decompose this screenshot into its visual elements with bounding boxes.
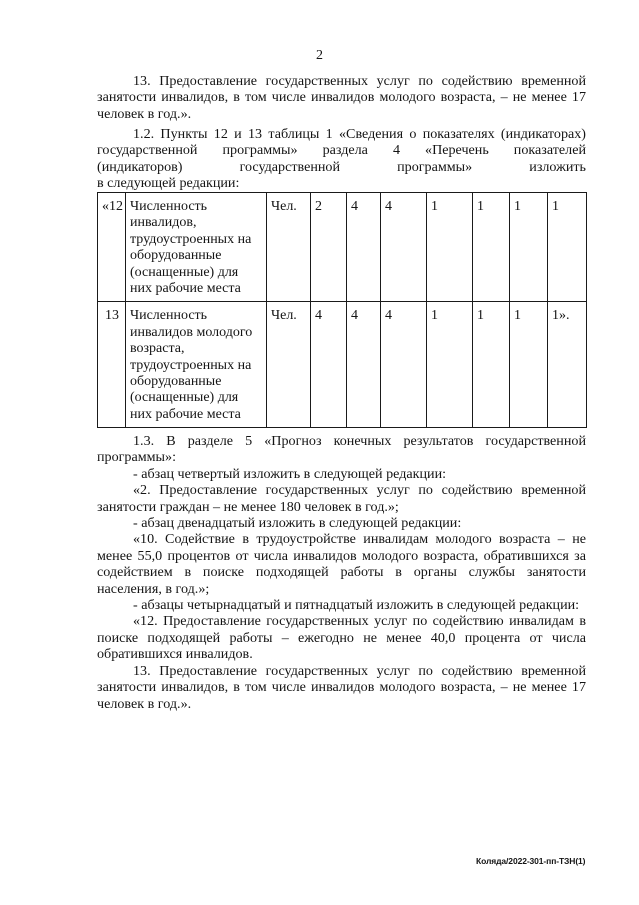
amendment-1-2-line-2: государственной программы» раздела 4 «Перечень показателей [97, 142, 586, 159]
value-cell: 4 [347, 193, 381, 302]
value-cell: 1 [473, 193, 510, 302]
amendment-1-2-line-4: в следующей редакции: [97, 175, 240, 192]
value-cell: 1 [427, 302, 473, 428]
indicators-table [97, 192, 587, 428]
value-cell: 1 [548, 193, 587, 302]
item-15-text: 13. Предоставление государственных услуг по содействию временной занятости инвалидов, в том числе инвалидов молодого возраста, – не менее 17 человек в год.». [97, 662, 586, 712]
value-cell: 4 [311, 302, 347, 428]
indicator-name-cell: Численность инвалидов, трудоустроенных на оборудованные (оснащенные) для них рабочие места [126, 193, 267, 302]
item-14-text: «12. Предоставление государственных услуг по содействию инвалидам в поиске подходящей работы – ежегодно не менее 40,0 процента от числа обратившихся инвалидов. [97, 613, 586, 663]
amendment-1-2-block [97, 126, 586, 192]
row-number-cell: «12 [98, 193, 126, 302]
unit-cell: Чел. [267, 193, 311, 302]
value-cell: 1 [510, 302, 548, 428]
amendment-1-3-text: 1.3. В разделе 5 «Прогноз конечных результатов государственной программы»: [97, 433, 586, 466]
value-cell: 2 [311, 193, 347, 302]
intro-paragraph: 13. Предоставление государственных услуг по содействию временной занятости инвалидов, в том числе инвалидов молодого возраста, – не менее 17 человек в год.». [97, 73, 586, 122]
value-cell: 4 [381, 302, 427, 428]
value-cell: 4 [381, 193, 427, 302]
amendment-1-2-line-1: 1.2. Пункты 12 и 13 таблицы 1 «Сведения о показателях (индикаторах) [133, 126, 586, 142]
unit-cell: Чел. [267, 302, 311, 428]
table-row [98, 193, 587, 302]
value-cell: 1». [548, 302, 587, 428]
indicator-name-cell: Численность инвалидов молодого возраста, трудоустроенных на оборудованные (оснащенные) для них рабочие места [126, 302, 267, 428]
intro-paragraph-block [97, 73, 586, 122]
value-cell: 1 [510, 193, 548, 302]
item-4-text: «2. Предоставление государственных услуг по содействию временной занятости граждан – не менее 180 человек в год.»; [97, 482, 586, 515]
item-14-intro: - абзацы четырнадцатый и пятнадцатый изложить в следующей редакции: [133, 597, 580, 614]
value-cell: 1 [427, 193, 473, 302]
row-number-cell: 13 [98, 302, 126, 428]
indicators-table-wrap [97, 192, 586, 428]
table-row [98, 302, 587, 428]
item-12-text: «10. Содействие в трудоустройстве инвалидам молодого возраста – не менее 55,0 процентов от числа инвалидов молодого возраста, обратившихся за содействием в поиске подходящей работы в органы службы занятости населения, в год.»; [97, 531, 586, 597]
item-4-intro: - абзац четвертый изложить в следующей редакции: [133, 465, 447, 482]
item-12-intro: - абзац двенадцатый изложить в следующей редакции: [133, 515, 462, 532]
footer-document-code: Коляда/2022-301-пп-ТЗН(1) [476, 856, 586, 866]
amendment-1-3-block [97, 433, 586, 712]
amendment-1-2-line-3: (индикаторов) государственной программы» изложить [97, 158, 586, 175]
value-cell: 4 [347, 302, 381, 428]
value-cell: 1 [473, 302, 510, 428]
page-number: 2 [316, 48, 323, 63]
